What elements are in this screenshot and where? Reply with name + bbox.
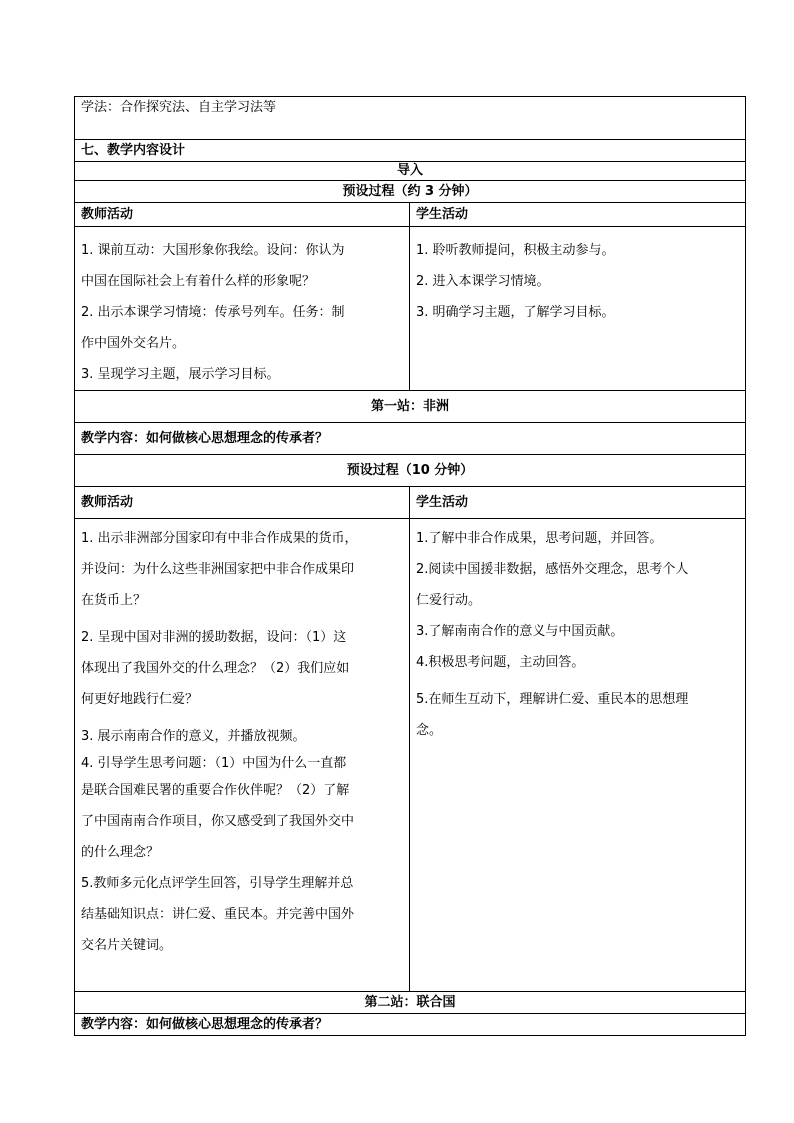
station1-teacher-line: 是联合国难民署的重要合作伙伴呢？（2）了解	[81, 783, 350, 798]
intro-teacher-line: 3. 呈现学习主题，展示学习目标。	[81, 367, 280, 382]
station1-student-line: 念。	[416, 723, 443, 738]
intro-header-row	[75, 203, 746, 227]
learning-methods: 学法：合作探究法、自主学习法等	[75, 97, 746, 140]
station1-teacher-line: 4. 引导学生思考问题：（1）中国为什么一直都	[81, 756, 347, 771]
station1-process-row	[75, 455, 746, 487]
intro-title-row	[75, 162, 746, 181]
station1-title-row	[75, 391, 746, 423]
station1-teacher-line: 2. 呈现中国对非洲的援助数据，设问：（1）这	[81, 630, 347, 645]
station1-student-activities	[410, 519, 746, 992]
station1-teacher-line: 何更好地践行仁爱？	[81, 692, 199, 707]
station1-process-heading: 预设过程（10 分钟）	[75, 455, 746, 487]
intro-process-row	[75, 181, 746, 203]
intro-student-header: 学生活动	[410, 203, 746, 227]
station1-content-row	[75, 423, 746, 455]
intro-teacher-activities	[75, 227, 410, 391]
station1-teacher-line: 在货币上？	[81, 593, 147, 608]
station2-title: 第二站：联合国	[75, 992, 746, 1014]
station1-teacher-header: 教师活动	[75, 487, 410, 519]
station1-activities-row	[75, 519, 746, 992]
station1-title: 第一站：非洲	[75, 391, 746, 423]
section-title: 七、教学内容设计	[75, 140, 746, 162]
station1-student-line: 1.了解中非合作成果，思考问题，并回答。	[416, 531, 663, 546]
intro-teacher-header: 教师活动	[75, 203, 410, 227]
intro-activities-row	[75, 227, 746, 391]
station1-teacher-activities	[75, 519, 410, 992]
station1-student-line: 2.阅读中国援非数据，感悟外交理念，思考个人	[416, 562, 689, 577]
station1-student-line: 仁爱行动。	[416, 593, 482, 608]
station1-student-header: 学生活动	[410, 487, 746, 519]
intro-teacher-line: 2. 出示本课学习情境：传承号列车。任务：制	[81, 305, 345, 320]
station1-content: 教学内容：如何做核心思想理念的传承者？	[75, 423, 746, 455]
station1-teacher-line: 3. 展示南南合作的意义，并播放视频。	[81, 729, 306, 744]
station1-teacher-line: 交名片关键词。	[81, 938, 173, 953]
intro-teacher-line: 中国在国际社会上有着什么样的形象呢？	[81, 274, 316, 289]
station1-teacher-line: 的什么理念？	[81, 845, 160, 860]
station1-student-line: 5.在师生互动下，理解讲仁爱、重民本的思想理	[416, 692, 689, 707]
station1-header-row	[75, 487, 746, 519]
intro-teacher-line: 作中国外交名片。	[81, 336, 186, 351]
station1-student-line: 4.积极思考问题，主动回答。	[416, 655, 585, 670]
intro-student-line: 1. 聆听教师提问，积极主动参与。	[416, 243, 615, 258]
lesson-plan-document	[74, 96, 745, 1036]
intro-student-activities	[410, 227, 746, 391]
section-title-row	[75, 140, 746, 162]
station1-teacher-line: 1. 出示非洲部分国家印有中非合作成果的货币，	[81, 531, 358, 546]
station2-title-row	[75, 992, 746, 1014]
station1-teacher-line: 体现出了我国外交的什么理念？（2）我们应如	[81, 661, 350, 676]
intro-student-line: 2. 进入本课学习情境。	[416, 274, 550, 289]
station1-student-line: 3.了解南南合作的意义与中国贡献。	[416, 624, 624, 639]
station1-teacher-line: 并设问：为什么这些非洲国家把中非合作成果印	[81, 562, 355, 577]
station2-content: 教学内容：如何做核心思想理念的传承者？	[75, 1014, 746, 1036]
station1-teacher-line: 了中国南南合作项目，你又感受到了我国外交中	[81, 814, 355, 829]
station2-content-row	[75, 1014, 746, 1036]
intro-teacher-line: 1. 课前互动：大国形象你我绘。设问：你认为	[81, 243, 345, 258]
intro-process-heading: 预设过程（约 3 分钟）	[75, 181, 746, 203]
methods-row	[75, 97, 746, 140]
station1-teacher-line: 5.教师多元化点评学生回答，引导学生理解并总	[81, 876, 354, 891]
station1-teacher-line: 结基础知识点：讲仁爱、重民本。并完善中国外	[81, 907, 355, 922]
intro-student-line: 3. 明确学习主题，了解学习目标。	[416, 305, 615, 320]
intro-title: 导入	[75, 162, 746, 181]
lesson-plan-table	[74, 96, 746, 1036]
